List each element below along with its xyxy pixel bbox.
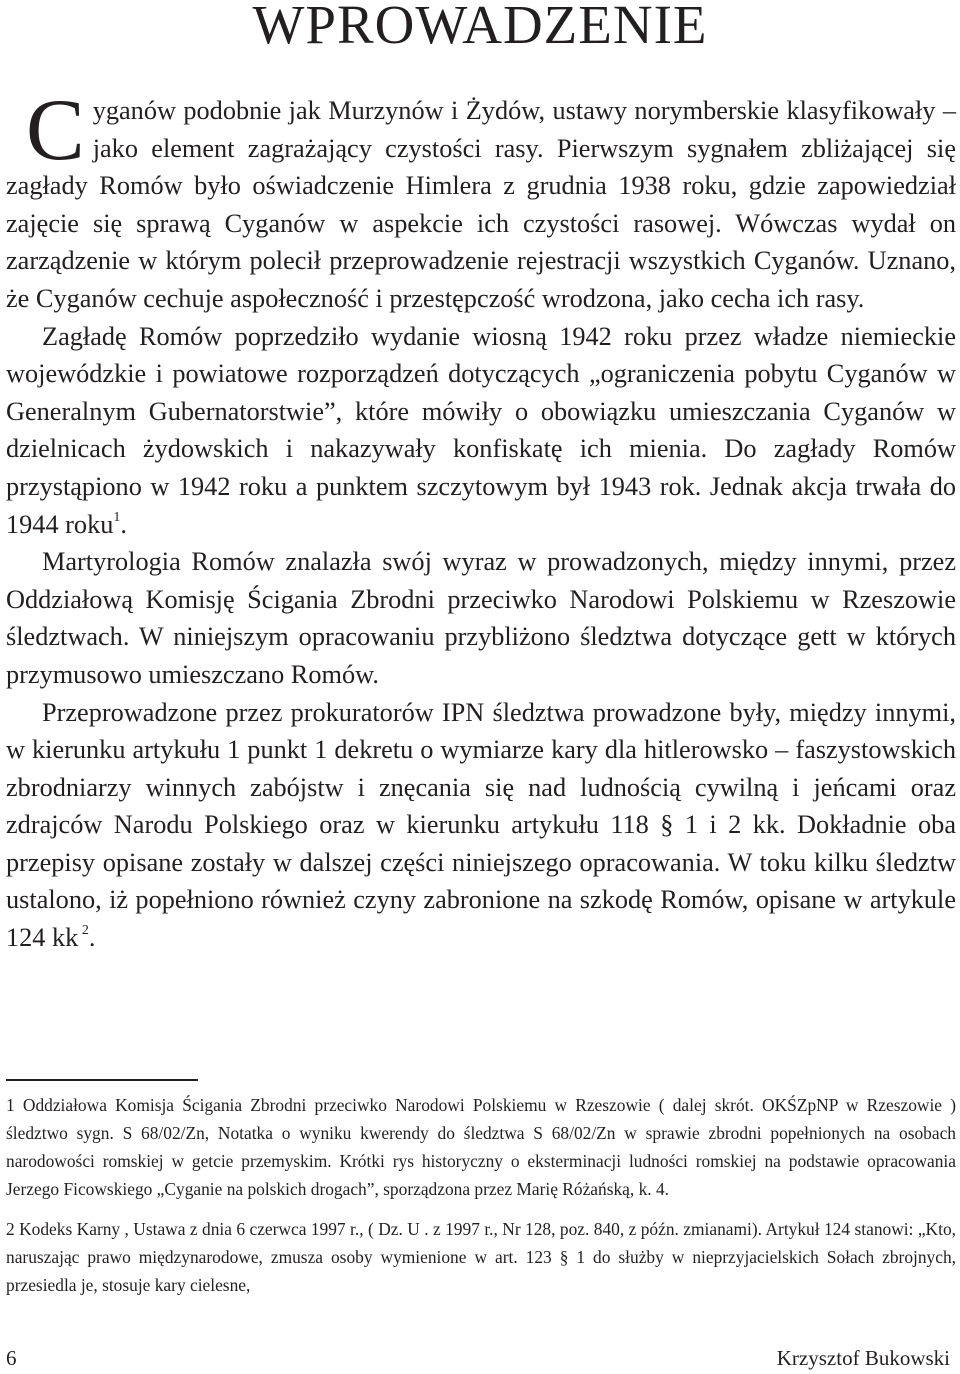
paragraph-2-text: Zagładę Romów poprzedziło wydanie wiosną 1942 roku przez władze niemieckie wojewódzkie i powiatowe rozporządzeń dotyczących „ograniczenia pobytu Cyganów w Generalnym Gubernatorstwie”, które mówiły o obowiązku umieszczania Cyganów w dzielnicach żydowskich i nakazywały konfiskatę ich mienia. Do zagłady Romów przystąpiono w 1942 roku a punktem szczytowym był 1943 rok. Jednak akcja trwała do 1944 roku	[6, 321, 956, 539]
paragraph-3-text: Martyrologia Romów znalazła swój wyraz w prowadzonych, między innymi, przez Oddziałową Komisję Ścigania Zbrodni przeciwko Narodowi Polskiemu w Rzeszowie śledztwach. W niniejszym opracowaniu przybliżono śledztwa dotyczące gett w których przymusowo umieszczano Romów.	[6, 547, 956, 689]
footnote-ref-2-punct: .	[88, 923, 96, 953]
paragraph-1-text: yganów podobnie jak Murzynów i Żydów, ustawy norymberskie klasyfikowały – jako element zagrażający czystości rasy. Pierwszym sygnałem zbliżającej się zagłady Romów było oświadczenie Himlera z grudnia 1938 roku, gdzie zapowiedział zajęcie się sprawą Cyganów w aspekcie ich czystości rasowej. Wówczas wydał on zarządzenie w którym polecił przeprowadzenie rejestracji wszystkich Cyganów. Uznano, że Cyganów cechuje aspołeczność i przestępczość wrodzona, jako cecha ich rasy.	[6, 96, 956, 313]
running-footer-author: Krzysztof Bukowski	[776, 1346, 950, 1370]
footnote-ref-1[interactable]: 1	[113, 509, 121, 525]
paragraph-4-text: Przeprowadzone przez prokuratorów IPN śledztwa prowadzone były, między innymi, w kierunku artykułu 1 punkt 1 dekretu o wymiarze kary dla hitlerowsko – faszystowskich zbrodniarzy winnych zabójstw i znęcania się nad ludnością cywilną i jeńcami oraz zdrajców Narodu Polskiego oraz w kierunku artykułu 118 § 1 i 2 kk. Dokładnie oba przepisy opisane zostały w dalszej części niniejszego opracowania. W toku kilku śledztw ustalono, iż popełniono również czyny zabronione na szkodę Romów, opisane w artykule 124 kk	[6, 697, 956, 953]
body-text	[6, 82, 956, 957]
footnote-2: 2 Kodeks Karny , Ustawa z dnia 6 czerwca 1997 r., ( Dz. U . z 1997 r., Nr 128, poz. 840, z późn. zmianami). Artykuł 124 stanowi: „Kto, naruszając prawo międzynarodowe, zmusza osoby wymienione w art. 123 § 1 do służby w nieprzyjacielskich Sołach zbrojnych, przesiedla je, stosuje kary cielesne,	[6, 1219, 956, 1295]
footnotes	[6, 1091, 956, 1299]
paragraph-2	[6, 318, 956, 544]
footnote-ref-1-punct: .	[120, 509, 127, 539]
footnote-1: 1 Oddziałowa Komisja Ścigania Zbrodni przeciwko Narodowi Polskiemu w Rzeszowie ( dalej skrót. OKŚZpNP w Rzeszowie ) śledztwo sygn. S 68/02/Zn, Notatka o wyniku kwerendy do śledztwa S 68/02/Zn w sprawie zbrodni popełnionych na osobach narodowości romskiej w getcie przemyskim. Krótki rys historyczny o eksterminacji ludności romskiej na podstawie opracowania Jerzego Ficowskiego „Cyganie na polskich drogach”, sporządzona przez Marię Różańską, k. 4.	[6, 1095, 956, 1199]
paragraph-3	[6, 543, 956, 693]
drop-cap: C	[26, 82, 85, 179]
footnote-ref-2[interactable]: 2	[78, 923, 89, 939]
paragraph-1	[6, 82, 956, 318]
footnote-separator	[6, 1079, 198, 1081]
chapter-title: WPROWADZENIE	[252, 0, 708, 55]
paragraph-4	[6, 694, 956, 957]
page-number: 6	[6, 1346, 17, 1370]
